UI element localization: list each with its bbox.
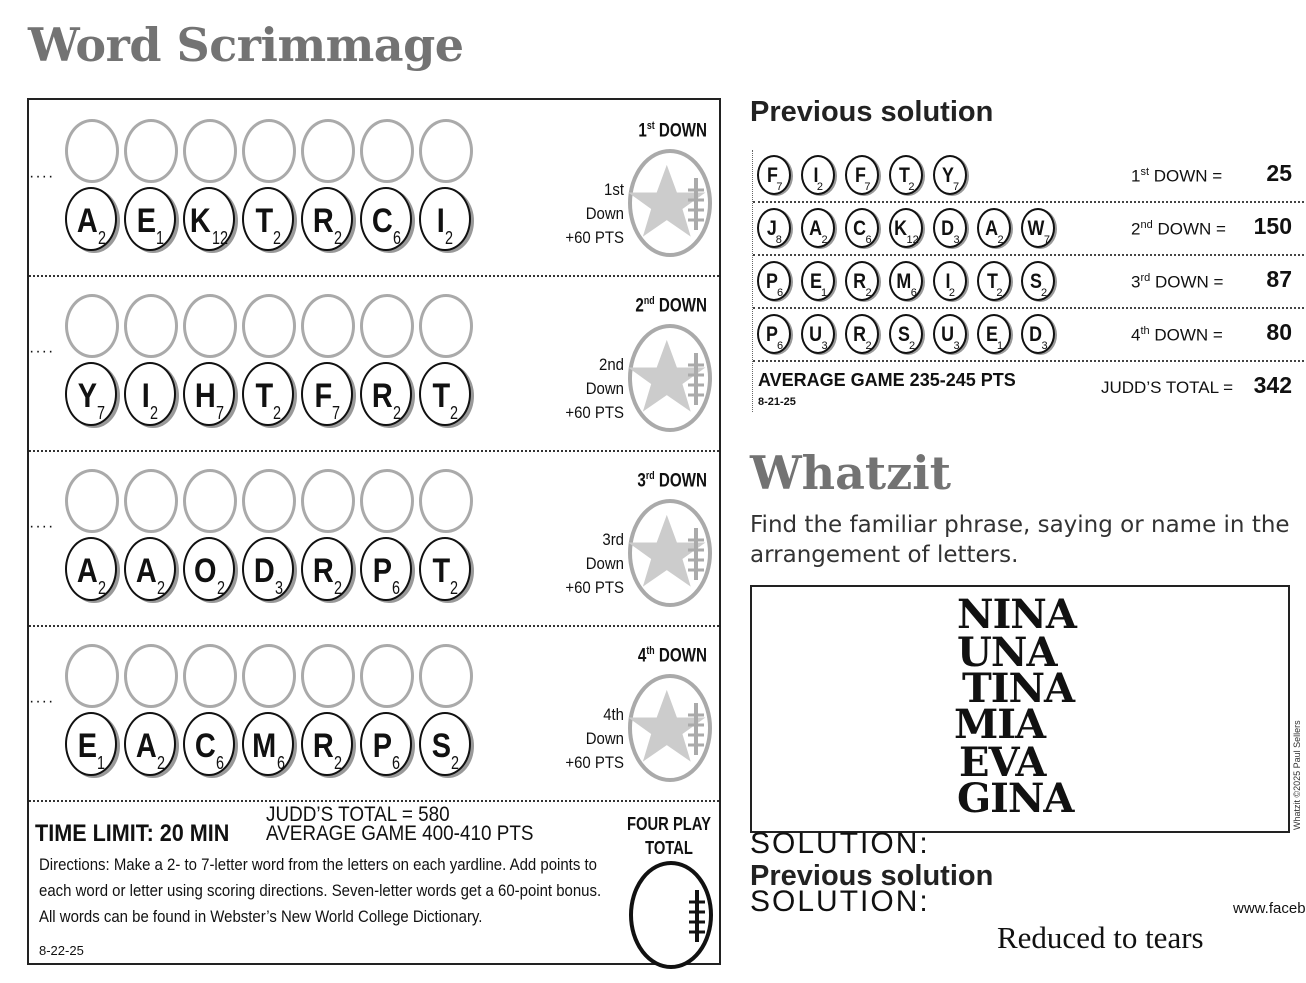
down-number: 3: [637, 470, 646, 492]
tile-letter: E: [77, 727, 97, 765]
letter-tile: [419, 187, 471, 251]
letter-tile: [419, 537, 471, 601]
tile-letter: M: [251, 727, 277, 765]
letter-tile: [183, 712, 235, 776]
down-word: DOWN: [658, 120, 707, 142]
solution-tile: [889, 261, 923, 301]
judds-total: JUDD’S TOTAL = 580: [266, 803, 450, 826]
solution-tile: [801, 261, 835, 301]
tile-points: 3: [953, 340, 960, 352]
letter-tile: [183, 537, 235, 601]
tile-points: 1: [996, 340, 1004, 352]
answer-circle[interactable]: [360, 644, 414, 708]
solution-row: [753, 150, 1304, 202]
tile-letter: C: [371, 202, 393, 240]
down-suffix: th: [1140, 325, 1150, 337]
tile-points: 6: [865, 234, 872, 246]
down-number: 1: [638, 120, 647, 142]
football-star-icon: [626, 498, 714, 613]
tile-letter: I: [436, 202, 446, 240]
tile-points: 2: [98, 228, 107, 248]
tile-letter: T: [255, 377, 273, 415]
whatzit-line: GINA: [957, 775, 1074, 822]
tile-letter: I: [813, 164, 819, 187]
down-number: 4: [1131, 325, 1141, 345]
tile-points: 1: [820, 287, 828, 299]
football-star-icon: [626, 323, 714, 438]
tile-letter: R: [371, 377, 393, 415]
tile-letter: A: [76, 552, 98, 590]
tile-points: 7: [952, 181, 960, 193]
tile-points: 2: [996, 287, 1003, 299]
solution-tile: [1021, 261, 1055, 301]
letter-tile: [419, 362, 471, 426]
tile-letter: T: [432, 552, 450, 590]
answer-circle[interactable]: [419, 294, 473, 358]
down-number: 2: [635, 295, 644, 317]
tile-letter: R: [853, 323, 867, 346]
tile-points: 2: [908, 181, 915, 193]
tile-letter: C: [194, 727, 216, 765]
bonus-line2: +60 PTS: [565, 578, 624, 597]
football-star-icon: [626, 673, 714, 788]
tile-points: 7: [332, 403, 341, 423]
letter-tile: [301, 537, 353, 601]
answer-circle[interactable]: [301, 644, 355, 708]
tile-points: 2: [450, 578, 459, 598]
football-star-icon: [626, 148, 714, 263]
previous-solution-heading: Previous solution: [750, 96, 994, 128]
tile-points: 2: [273, 403, 282, 423]
letter-tile: [124, 187, 176, 251]
letter-tile: [124, 712, 176, 776]
down-row-2: [29, 287, 719, 462]
tile-letter: F: [854, 164, 866, 187]
down-label: [613, 295, 707, 317]
tile-letter: R: [312, 552, 334, 590]
directions: Directions: Make a 2- to 7-letter word from the letters on each yardline. Add points to each word or letter using scoring directions. Seven-letter words get a 60-point bonus. All words can be found in Webster’s New World College Dictionary.: [39, 855, 602, 926]
answer-circle[interactable]: [419, 644, 473, 708]
tile-letter: U: [809, 323, 823, 346]
tile-points: 6: [392, 578, 401, 598]
bonus-line2: +60 PTS: [565, 228, 624, 247]
solution-tile: [757, 155, 791, 195]
tile-points: 7: [97, 403, 106, 423]
solution-down-label: [1131, 166, 1222, 187]
answer-circle[interactable]: [65, 294, 119, 358]
letter-tile: [360, 712, 412, 776]
answer-circle[interactable]: [65, 119, 119, 183]
whatzit-puzzle-box: [750, 585, 1290, 833]
average-game: AVERAGE GAME 400-410 PTS: [266, 822, 534, 845]
yardline-divider: [29, 275, 719, 277]
letter-tile: [360, 362, 412, 426]
whatzit-title: Whatzit: [750, 446, 952, 500]
solution-row: [753, 256, 1304, 308]
football-total-icon[interactable]: [627, 860, 715, 975]
down-word: DOWN =: [1154, 272, 1224, 292]
answer-circle[interactable]: [242, 294, 296, 358]
tile-letter: T: [898, 164, 910, 187]
judds-total-block: [266, 805, 534, 843]
tile-points: 1: [156, 228, 165, 248]
tile-letter: I: [141, 377, 151, 415]
yardline-divider: [29, 800, 719, 802]
letter-tile: [65, 362, 117, 426]
answer-circle[interactable]: [419, 469, 473, 533]
tile-letter: M: [896, 270, 912, 293]
tile-points: 2: [865, 340, 872, 352]
whatzit-previous-heading: Previous solution: [750, 860, 994, 892]
letter-tile: [301, 362, 353, 426]
tile-points: 2: [1040, 287, 1048, 299]
solution-ghost-text: SOLUTION:: [750, 827, 930, 860]
yardline-dots: ····: [29, 343, 55, 360]
solution-judds-label: JUDD’S TOTAL =: [1101, 378, 1234, 397]
answer-circle[interactable]: [183, 644, 237, 708]
bonus-line1: 4th Down: [585, 705, 624, 748]
down-suffix: st: [1140, 166, 1150, 178]
letter-tile: [124, 362, 176, 426]
solution-date: 8-21-25: [758, 396, 796, 408]
tile-points: 2: [908, 340, 916, 352]
word-scrimmage-title: Word Scrimmage: [28, 18, 464, 72]
answer-circle[interactable]: [360, 119, 414, 183]
solution-tile: [1021, 208, 1055, 248]
answer-circle[interactable]: [65, 644, 119, 708]
bonus-line2: +60 PTS: [565, 753, 624, 772]
answer-circle[interactable]: [183, 294, 237, 358]
tile-points: 7: [864, 181, 871, 193]
answer-circle[interactable]: [301, 294, 355, 358]
website-text: www.faceb: [1233, 900, 1306, 917]
down-label: [613, 120, 707, 142]
letter-tile: [301, 712, 353, 776]
word-scrimmage-board: [27, 98, 721, 965]
solution-tile: [845, 208, 879, 248]
solution-judds-value: 342: [1253, 372, 1292, 398]
tile-points: 6: [393, 228, 402, 248]
solution-tile: [757, 314, 791, 354]
answer-circle[interactable]: [242, 644, 296, 708]
tile-points: 2: [98, 578, 107, 598]
tile-points: 1: [97, 753, 106, 773]
bonus-text: [562, 528, 624, 600]
tile-letter: T: [255, 202, 273, 240]
down-label: [613, 470, 707, 492]
bonus-text: [562, 353, 624, 425]
bonus-text: [562, 178, 624, 250]
down-row-4: [29, 637, 719, 812]
tile-points: 7: [216, 403, 225, 423]
tile-letter: F: [766, 164, 778, 187]
down-word: DOWN =: [1157, 219, 1226, 239]
tile-letter: A: [135, 552, 157, 590]
tile-letter: A: [76, 202, 98, 240]
answer-circle[interactable]: [360, 469, 414, 533]
down-suffix: st: [646, 120, 655, 132]
tile-letter: P: [765, 323, 778, 346]
letter-tile: [65, 537, 117, 601]
letter-tile: [301, 187, 353, 251]
tile-points: 7: [1043, 234, 1050, 246]
down-number: 2: [1131, 219, 1141, 239]
solution-tile: [889, 208, 923, 248]
solution-tile: [933, 314, 967, 354]
tile-letter: K: [189, 202, 211, 240]
tile-points: 2: [393, 403, 402, 423]
answer-circle[interactable]: [419, 119, 473, 183]
tile-letter: Y: [941, 164, 954, 187]
tile-letter: F: [314, 377, 332, 415]
four-play-total-label: [624, 812, 714, 860]
whatzit-line: TINA: [962, 665, 1075, 712]
letter-tile: [242, 362, 294, 426]
tile-letter: S: [897, 323, 910, 346]
solution-tile: [933, 208, 967, 248]
tile-letter: Y: [77, 377, 97, 415]
tile-letter: O: [193, 552, 217, 590]
tile-letter: T: [986, 270, 998, 293]
solution-tile: [1021, 314, 1055, 354]
tile-letter: R: [312, 727, 334, 765]
answer-circle[interactable]: [242, 469, 296, 533]
solution-tile: [933, 261, 967, 301]
tile-points: 2: [217, 578, 226, 598]
tile-points: 8: [775, 234, 782, 246]
solution-tile: [889, 314, 923, 354]
bonus-line1: 3rd Down: [585, 530, 624, 573]
row-divider: [753, 360, 1304, 362]
tile-letter: D: [1029, 323, 1043, 346]
down-number: 1: [1131, 166, 1141, 186]
down-word: DOWN: [658, 470, 707, 492]
solution-tile: [801, 155, 835, 195]
tile-points: 12: [212, 228, 229, 248]
tile-letter: J: [766, 217, 777, 240]
tile-letter: H: [194, 377, 216, 415]
down-number: 4: [637, 645, 647, 667]
solution-tile: [801, 208, 835, 248]
tile-points: 2: [149, 403, 158, 423]
whatzit-line: UNA: [957, 629, 1057, 676]
tile-letter: S: [431, 727, 451, 765]
down-row-3: [29, 462, 719, 637]
answer-circle[interactable]: [301, 119, 355, 183]
tile-letter: S: [1029, 270, 1042, 293]
whatzit-line: MIA: [954, 701, 1046, 748]
whatzit-description: Find the familiar phrase, saying or name in the arrangement of letters.: [750, 512, 1290, 568]
tile-points: 2: [450, 403, 459, 423]
letter-tile: [360, 537, 412, 601]
tile-points: 6: [910, 287, 917, 299]
tile-points: 6: [216, 753, 225, 773]
tile-points: 3: [821, 340, 828, 352]
tile-letter: A: [985, 217, 999, 240]
answer-circle[interactable]: [242, 119, 296, 183]
down-number: 3: [1131, 272, 1141, 292]
down-word: DOWN =: [1153, 166, 1223, 186]
solution-tile: [933, 155, 967, 195]
letter-tile: [242, 537, 294, 601]
tile-points: 6: [392, 753, 401, 773]
tile-points: 6: [776, 340, 784, 352]
bonus-line1: 2nd Down: [585, 355, 624, 398]
tile-points: 2: [334, 578, 343, 598]
tile-points: 3: [1041, 340, 1048, 352]
solution-row: [753, 309, 1304, 361]
solution-ghost-bottom: [750, 885, 970, 919]
tile-points: 2: [444, 228, 453, 248]
four-play: FOUR PLAY: [627, 814, 711, 834]
tile-letter: U: [941, 323, 955, 346]
yardline-divider: [29, 625, 719, 627]
tile-letter: A: [135, 727, 157, 765]
down-word: DOWN: [658, 295, 707, 317]
down-suffix: nd: [643, 295, 655, 307]
down-suffix: th: [646, 645, 655, 657]
solution-score: 80: [1266, 319, 1292, 345]
tile-letter: P: [765, 270, 778, 293]
tile-letter: W: [1027, 217, 1045, 240]
solution-tile: [889, 155, 923, 195]
tile-points: 3: [275, 578, 284, 598]
tile-letter: R: [853, 270, 867, 293]
puzzle-date: 8-22-25: [39, 943, 84, 958]
tile-points: 6: [277, 753, 286, 773]
solution-tile: [977, 314, 1011, 354]
yardline-dots: ····: [29, 168, 55, 185]
solution-down-label: [1131, 325, 1223, 346]
tile-letter: A: [809, 217, 823, 240]
solution-score: 87: [1266, 266, 1292, 292]
solution-row: [753, 203, 1304, 255]
solution-tile: [757, 208, 791, 248]
tile-points: 2: [816, 181, 823, 193]
down-word: DOWN =: [1154, 325, 1223, 345]
whatzit-line: NINA: [957, 591, 1076, 638]
answer-circle[interactable]: [360, 294, 414, 358]
tile-letter: E: [985, 323, 998, 346]
solution-average-game: AVERAGE GAME 235-245 PTS: [758, 370, 1016, 390]
solution-tile: [977, 208, 1011, 248]
tile-letter: T: [432, 377, 450, 415]
solution-score: 150: [1253, 213, 1292, 239]
answer-circle[interactable]: [124, 644, 178, 708]
tile-letter: R: [312, 202, 334, 240]
answer-circle[interactable]: [183, 119, 237, 183]
tile-letter: E: [809, 270, 822, 293]
whatzit-previous-answer: Reduced to tears: [997, 920, 1204, 955]
tile-points: 2: [273, 228, 282, 248]
time-limit: TIME LIMIT: 20 MIN: [35, 820, 230, 847]
down-word: DOWN: [658, 645, 707, 667]
down-suffix: rd: [1140, 272, 1151, 284]
solution-tile: [845, 155, 879, 195]
tile-letter: D: [941, 217, 955, 240]
tile-letter: D: [253, 552, 275, 590]
tile-points: 2: [157, 578, 166, 598]
tile-points: 2: [334, 753, 343, 773]
total: TOTAL: [645, 838, 693, 858]
tile-letter: E: [136, 202, 156, 240]
answer-circle[interactable]: [124, 469, 178, 533]
yardline-dots: ····: [29, 693, 55, 710]
solution-score: 25: [1266, 160, 1292, 186]
down-label: [613, 645, 707, 667]
solution-tile: [845, 261, 879, 301]
yardline-dots: ····: [29, 518, 55, 535]
solution-tile: [845, 314, 879, 354]
tile-points: 12: [906, 234, 919, 246]
letter-tile: [242, 712, 294, 776]
tile-points: 2: [865, 287, 872, 299]
down-row-1: [29, 112, 719, 287]
tile-points: 7: [776, 181, 783, 193]
solution-ghost-top: [750, 827, 930, 860]
tile-letter: I: [945, 270, 951, 293]
answer-circle[interactable]: [124, 294, 178, 358]
tile-points: 2: [997, 234, 1004, 246]
letter-tile: [183, 362, 235, 426]
whatzit-credit: Whatzit ©2025 Paul Sellers: [1292, 720, 1302, 830]
down-suffix: nd: [1140, 219, 1153, 231]
tile-letter: K: [894, 217, 908, 240]
bonus-text: [562, 703, 624, 775]
solution-tile: [757, 261, 791, 301]
letter-tile: [124, 537, 176, 601]
down-suffix: rd: [645, 470, 655, 482]
tile-points: 6: [776, 287, 784, 299]
tile-points: 2: [821, 234, 828, 246]
letter-tile: [65, 712, 117, 776]
letter-tile: [419, 712, 471, 776]
tile-points: 2: [334, 228, 343, 248]
answer-circle[interactable]: [65, 469, 119, 533]
letter-tile: [65, 187, 117, 251]
solution-down-label: [1131, 272, 1223, 293]
answer-circle[interactable]: [124, 119, 178, 183]
letter-tile: [183, 187, 235, 251]
previous-solution-table: [752, 150, 1304, 412]
tile-points: 3: [953, 234, 960, 246]
tile-letter: C: [853, 217, 867, 240]
bonus-line2: +60 PTS: [565, 403, 624, 422]
solution-tile: [801, 314, 835, 354]
tile-points: 2: [948, 287, 955, 299]
letter-tile: [242, 187, 294, 251]
answer-circle[interactable]: [301, 469, 355, 533]
yardline-divider: [29, 450, 719, 452]
solution-down-label: [1131, 219, 1226, 240]
letter-tile: [360, 187, 412, 251]
answer-circle[interactable]: [183, 469, 237, 533]
tile-letter: P: [372, 727, 392, 765]
bonus-line1: 1st Down: [585, 180, 624, 223]
tile-points: 2: [157, 753, 166, 773]
whatzit-line: EVA: [959, 739, 1046, 786]
tile-letter: P: [372, 552, 392, 590]
solution-tile: [977, 261, 1011, 301]
solution-ghost-text: SOLUTION:: [750, 885, 930, 918]
tile-points: 2: [451, 753, 460, 773]
